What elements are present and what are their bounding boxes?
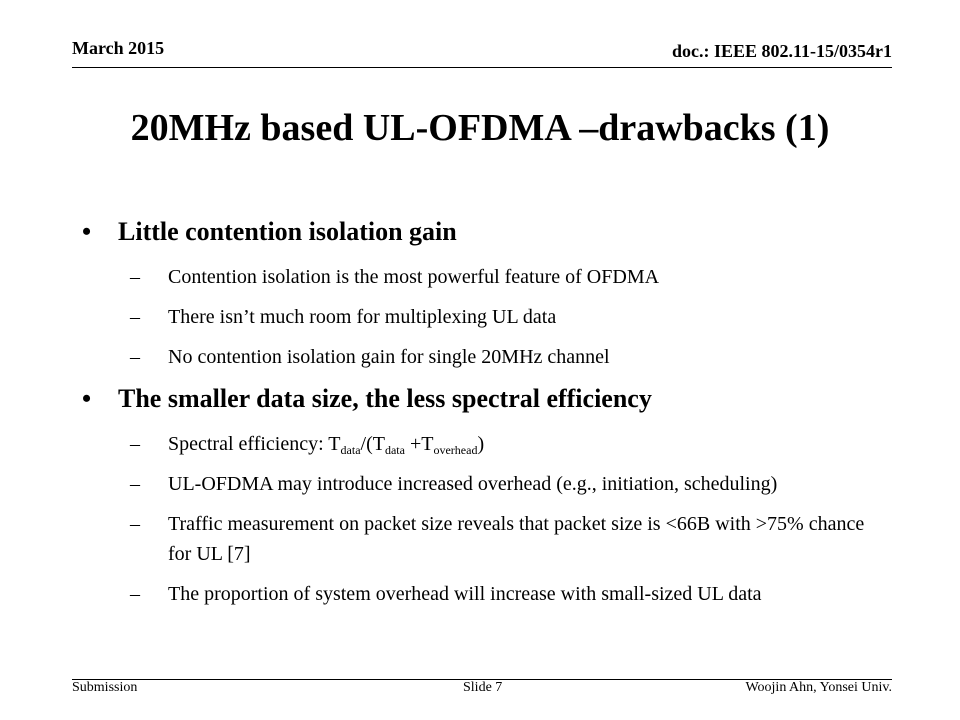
bullet-2 — [82, 382, 882, 416]
bullet-2-sub-3-text: Traffic measurement on packet size reveals that packet size is <66B with >75% chance for UL [7] — [168, 513, 865, 565]
formula-mid-2: +T — [404, 433, 434, 455]
formula-suffix: ) — [477, 433, 485, 455]
bullet-1-sub-2 — [82, 302, 882, 332]
formula-prefix: Spectral efficiency: T — [168, 433, 341, 455]
bullet-1-sub-2-text: There isn’t much room for multiplexing UL data — [168, 306, 557, 328]
sub-dash: – — [130, 433, 140, 455]
formula-sub-data-2: data — [384, 443, 405, 457]
bullet-1-sub-1 — [82, 262, 882, 292]
formula-sub-data-1: data — [340, 443, 361, 457]
slide-title: 20MHz based UL-OFDMA –drawbacks (1) — [130, 107, 830, 149]
bullet-dot: • — [82, 384, 92, 413]
bullet-2-sub-4-text: The proportion of system overhead will increase with small-sized UL data — [168, 583, 762, 605]
bullet-2-sub-4 — [82, 579, 882, 609]
bullet-2-sub-2-text: UL-OFDMA may introduce increased overhead (e.g., initiation, scheduling) — [168, 473, 778, 495]
bullet-1-sub-3-text: No contention isolation gain for single 20MHz channel — [168, 346, 610, 368]
formula-mid-1: /(T — [360, 433, 385, 455]
header-date: March 2015 — [72, 38, 165, 58]
sub-dash: – — [130, 306, 140, 328]
footer-slide-number: Slide 7 — [463, 680, 503, 695]
bullet-1-sub-3 — [82, 342, 882, 372]
bullet-1 — [82, 215, 882, 249]
bullet-2-text: The smaller data size, the less spectral efficiency — [118, 384, 652, 413]
sub-dash: – — [130, 513, 140, 535]
sub-dash: – — [130, 266, 140, 288]
slide-content — [82, 215, 882, 619]
footer-submission: Submission — [72, 680, 138, 695]
bullet-dot: • — [82, 217, 92, 246]
footer-author: Woojin Ahn, Yonsei Univ. — [745, 680, 892, 695]
header-divider — [72, 67, 892, 68]
sub-dash: – — [130, 583, 140, 605]
bullet-2-sub-3 — [82, 509, 882, 569]
header-doc-id: doc.: IEEE 802.11-15/0354r1 — [671, 41, 892, 61]
bullet-2-sub-formula — [82, 429, 882, 459]
bullet-1-sub-1-text: Contention isolation is the most powerful feature of OFDMA — [168, 266, 660, 288]
bullet-1-text: Little contention isolation gain — [118, 217, 457, 246]
sub-dash: – — [130, 346, 140, 368]
bullet-2-sub-2 — [82, 469, 882, 499]
sub-dash: – — [130, 473, 140, 495]
formula-sub-overhead: overhead — [433, 443, 478, 457]
